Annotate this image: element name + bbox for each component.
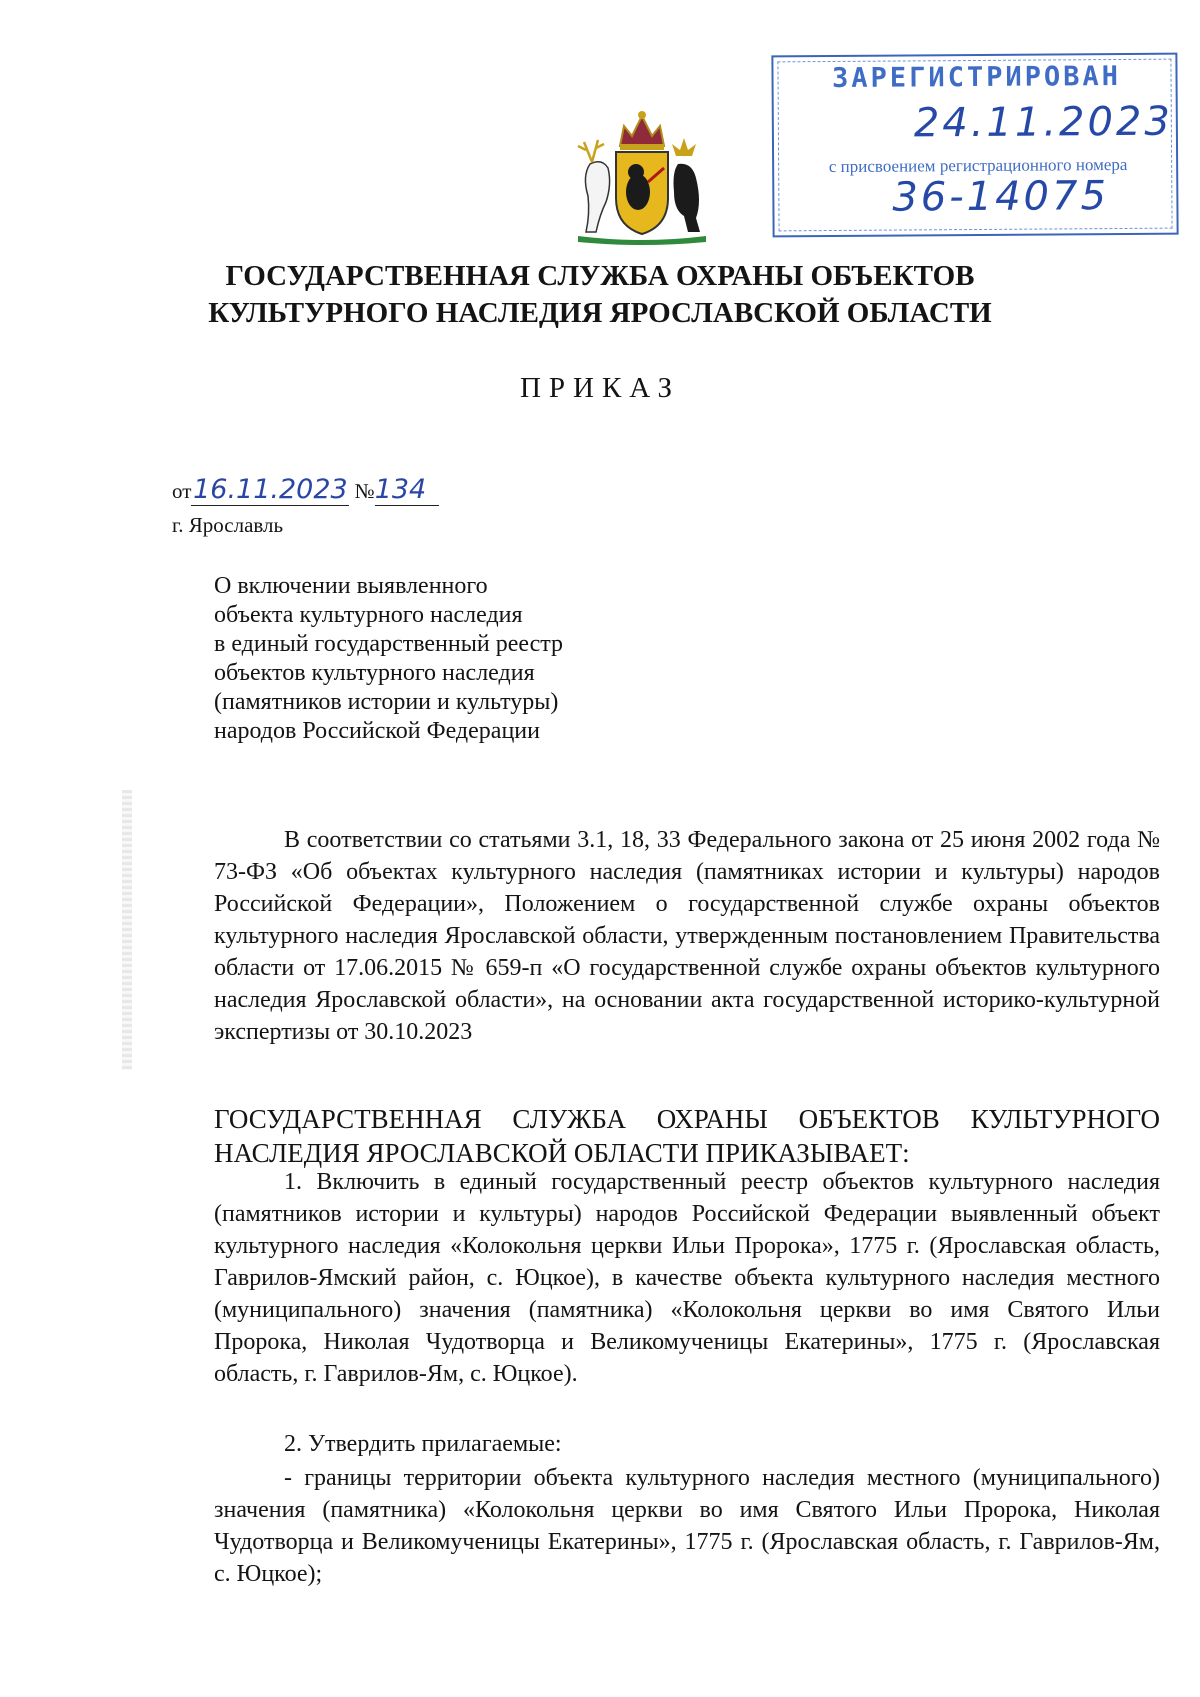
stamp-registration-number: 36-14075: [892, 173, 1110, 221]
issuer-header-line2: КУЛЬТУРНОГО НАСЛЕДИЯ ЯРОСЛАВСКОЙ ОБЛАСТИ: [208, 297, 992, 329]
registration-stamp: [771, 53, 1178, 238]
issue-line: [172, 474, 439, 506]
subject-line: народов Российской Федерации: [214, 718, 540, 744]
order-item-2-bullet: - границы территории объекта культурного наследия местного (муниципального) значения (памятника) «Колокольня церкви во имя Святого Ильи Пророка, Николая Чудотворца и Великомученицы Екатерины», 1775 г. (Ярославская область, г. Гаврилов-Ям, с. Юцкое);: [214, 1465, 1160, 1587]
subject-line: объекта культурного наследия: [214, 602, 523, 628]
preamble-paragraph: В соответствии со статьями 3.1, 18, 33 Федерального закона от 25 июня 2002 года № 73-ФЗ «Об объектах культурного наследия (памятниках истории и культуры) народов Российской Федерации», Положением о государственной службе охраны объектов культурного наследия Ярославской области, утвержденным постановлением Правительства области от 17.06.2015 № 659-п «О государственной службе охраны объектов культурного наследия Ярославской области», на основании акта государственной историко-культурной экспертизы от 30.10.2023: [214, 827, 1160, 1045]
stamp-title: ЗАРЕГИСТРИРОВАН: [832, 60, 1122, 94]
issue-date: 16.11.2023: [193, 474, 348, 505]
stamp-date: 24.11.2023: [913, 98, 1174, 147]
subject-line: О включении выявленного: [214, 573, 488, 599]
subject-line: (памятников истории и культуры): [214, 689, 559, 715]
coat-of-arms-icon: [568, 106, 716, 248]
number-label: №: [354, 479, 375, 503]
from-label: от: [172, 479, 192, 503]
document-type: ПРИКАЗ: [519, 372, 681, 404]
stamp-subtitle: с присвоением регистрационного номера: [828, 154, 1128, 177]
issue-city: г. Ярославль: [172, 513, 284, 537]
order-item-1: 1. Включить в единый государственный реестр объектов культурного наследия (памятников истории и культуры) народов Российской Федерации выявленный объект культурного наследия «Колокольня церкви Ильи Пророка», 1775 г. (Ярославская область, Гаврилов-Ямский район, с. Юцкое), в качестве объекта культурного наследия местного (муниципального) значения (памятника) «Колокольня церкви во имя Святого Ильи Пророка, Николая Чудотворца и Великомученицы Екатерины», 1775 г. (Ярославская область, г. Гаврилов-Ям, с. Юцкое).: [214, 1169, 1160, 1387]
scan-artifact: [122, 790, 132, 1070]
subject-line: в единый государственный реестр: [214, 631, 564, 657]
subject-block: [214, 572, 563, 746]
issue-number: 134: [375, 474, 439, 506]
subject-line: объектов культурного наследия: [214, 660, 535, 686]
issuer-header-line1: ГОСУДАРСТВЕННАЯ СЛУЖБА ОХРАНЫ ОБЪЕКТОВ: [225, 260, 975, 292]
order-item-2: 2. Утвердить прилагаемые:: [284, 1431, 562, 1457]
orders-heading: ГОСУДАРСТВЕННАЯ СЛУЖБА ОХРАНЫ ОБЪЕКТОВ КУЛЬТУРНОГО НАСЛЕДИЯ ЯРОСЛАВСКОЙ ОБЛАСТИ ПРИКАЗЫВАЕТ:: [214, 1104, 1160, 1168]
